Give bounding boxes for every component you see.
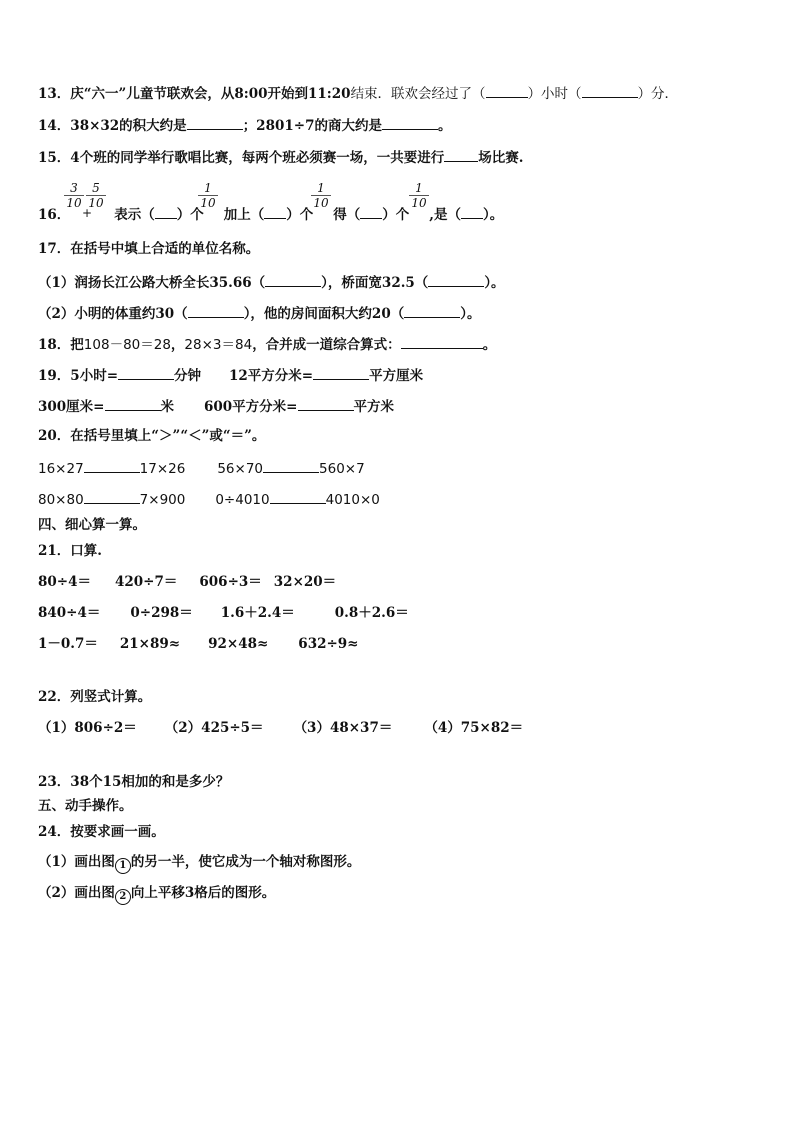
answer-blank[interactable] — [264, 204, 286, 219]
question-22-items: （1）806÷2＝ （2）425÷5＝ （3）48×37＝ （4）75×82＝ — [38, 720, 524, 736]
question-19-row-1: 19．5小时= 分钟 12平方分米= 平方厘米 — [38, 365, 423, 385]
question-20: 20．在括号里填上“＞”“＜”或“＝”。 — [38, 428, 266, 444]
question-24-part-1: （1）画出图 1 的另一半，使它成为一个轴对称图形。 — [38, 853, 360, 874]
plus-sign: + — [82, 206, 93, 220]
answer-blank[interactable] — [263, 458, 319, 473]
question-14: 14．38×32的积大约是 ；2801÷7的商大约是 。 — [38, 115, 451, 135]
answer-blank[interactable] — [313, 365, 369, 380]
question-22: 22．列竖式计算。 — [38, 689, 152, 705]
answer-blank[interactable] — [187, 115, 243, 130]
circled-number-1: 1 — [115, 858, 131, 874]
answer-blank[interactable] — [265, 272, 321, 287]
answer-blank[interactable] — [382, 115, 438, 130]
question-23: 23．38个15相加的和是多少？ — [38, 774, 230, 790]
circled-number-2: 2 — [115, 889, 131, 905]
question-20-row-1: 16×27 17×26 56×70 560×7 — [38, 458, 365, 478]
answer-blank[interactable] — [84, 489, 140, 504]
question-17: 17．在括号中填上合适的单位名称。 — [38, 241, 260, 257]
question-21-row-1: 80÷4＝ 420÷7＝ 606÷3＝ 32×20＝ — [38, 574, 337, 590]
fraction-1-10: $\frac{1}{10}$ — [409, 181, 429, 210]
answer-blank[interactable] — [155, 204, 177, 219]
question-13: 13．庆“六一”儿童节联欢会，从8:00开始到11:20结束．联欢会经过了（ ）小时（ ）分． — [38, 83, 678, 103]
answer-blank[interactable] — [428, 272, 484, 287]
section-5-heading: 五、动手操作。 — [38, 798, 133, 814]
answer-blank[interactable] — [105, 396, 161, 411]
question-21-row-2: 840÷4＝ 0÷298＝ 1.6＋2.4＝ 0.8＋2.6＝ — [38, 605, 409, 621]
question-21: 21．口算. — [38, 543, 102, 559]
answer-blank[interactable] — [84, 458, 140, 473]
answer-blank[interactable] — [486, 83, 528, 98]
question-16: 16． 表示（ ）个 加上（ ）个 得（ ）个 ,是（ ）。 — [38, 204, 503, 224]
question-17-part-1: （1）润扬长江公路大桥全长35.66（ ），桥面宽32.5（ ）。 — [38, 272, 505, 292]
question-19-row-2: 300厘米= 米 600平方分米= 平方米 — [38, 396, 394, 416]
answer-blank[interactable] — [270, 489, 326, 504]
question-24: 24．按要求画一画。 — [38, 824, 165, 840]
question-24-part-2: （2）画出图 2 向上平移3格后的图形。 — [38, 884, 275, 905]
fraction-3-10: $\frac{3}{10}$ — [64, 181, 84, 210]
fraction-1-10: $\frac{1}{10}$ — [311, 181, 331, 210]
answer-blank[interactable] — [401, 334, 483, 349]
answer-blank[interactable] — [582, 83, 638, 98]
answer-blank[interactable] — [404, 303, 460, 318]
question-20-row-2: 80×80 7×900 0÷4010 4010×0 — [38, 489, 380, 509]
answer-blank[interactable] — [444, 147, 478, 162]
question-15: 15．4个班的同学举行歌唱比赛，每两个班必须赛一场，一共要进行 场比赛. — [38, 147, 523, 167]
question-17-part-2: （2）小明的体重约30（ ），他的房间面积大约20（ ）。 — [38, 303, 480, 323]
fraction-5-10: $\frac{5}{10}$ — [86, 181, 106, 210]
answer-blank[interactable] — [360, 204, 382, 219]
fraction-1-10: $\frac{1}{10}$ — [198, 181, 218, 210]
section-4-heading: 四、细心算一算。 — [38, 517, 146, 533]
answer-blank[interactable] — [118, 365, 174, 380]
answer-blank[interactable] — [188, 303, 244, 318]
answer-blank[interactable] — [298, 396, 354, 411]
question-18: 18．把108－80＝28，28×3＝84，合并成一道综合算式： 。 — [38, 334, 496, 354]
answer-blank[interactable] — [461, 204, 483, 219]
question-21-row-3: 1－0.7＝ 21×89≈ 92×48≈ 632÷9≈ — [38, 636, 359, 652]
